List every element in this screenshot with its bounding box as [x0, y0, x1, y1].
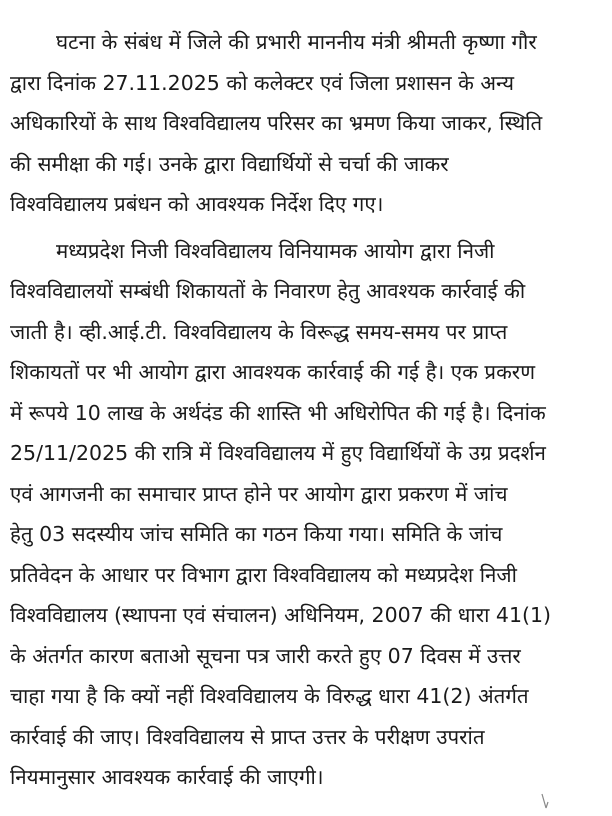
text-line: घटना के संबंध में जिले की प्रभारी माननीय मंत्री श्रीमती कृष्णा गौर: [56, 30, 537, 54]
text-line: नियमानुसार आवश्यक कार्रवाई की जाएगी।: [10, 765, 324, 789]
text-line: विश्वविद्यालयों सम्बंधी शिकायतों के निवारण हेतु आवश्यक कार्रवाई की: [10, 279, 526, 303]
paragraph-regulatory-commission: [10, 231, 602, 798]
text-line: हेतु 03 सदस्यीय जांच समिति का गठन किया गया। समिति के जांच: [10, 522, 503, 546]
text-line: विश्वविद्यालय (स्थापना एवं संचालन) अधिनियम, 2007 की धारा 41(1): [10, 603, 552, 627]
text-line: की समीक्षा की गई। उनके द्वारा विद्यार्थियों से चर्चा की जाकर: [10, 151, 449, 176]
text-line: मध्यप्रदेश निजी विश्वविद्यालय विनियामक आयोग द्वारा निजी: [56, 238, 495, 263]
text-line: में रूपये 10 लाख के अर्थदंड की शास्ति भी अधिरोपित की गई है। दिनांक: [10, 400, 546, 425]
text-line: कार्रवाई की जाए। विश्वविद्यालय से प्राप्त उत्तर के परीक्षण उपरांत: [10, 724, 485, 749]
text-line: 25/11/2025 की रात्रि में विश्वविद्यालय में हुए विद्यार्थियों के उग्र प्रदर्शन: [10, 441, 546, 465]
text-line: जाती है। व्ही.आई.टी. विश्वविद्यालय के विरूद्ध समय-समय पर प्राप्त: [10, 319, 508, 344]
text-line: शिकायतों पर भी आयोग द्वारा आवश्यक कार्रवाई की गई है। एक प्रकरण: [10, 360, 536, 384]
text-line: विश्वविद्यालय प्रबंधन को आवश्यक निर्देश दिए गए।: [10, 192, 384, 216]
text-line: प्रतिवेदन के आधार पर विभाग द्वारा विश्वविद्यालय को मध्यप्रदेश निजी: [10, 562, 517, 587]
text-line: एवं आगजनी का समाचार प्राप्त होने पर आयोग द्वारा प्रकरण में जांच: [10, 481, 508, 506]
text-line: चाहा गया है कि क्यों नहीं विश्वविद्यालय के विरुद्ध धारा 41(2) अंतर्गत: [10, 684, 529, 708]
paragraph-minister-visit: [10, 22, 602, 225]
text-line: के अंतर्गत कारण बताओ सूचना पत्र जारी करते हुए 07 दिवस में उत्तर: [10, 643, 521, 668]
text-line: द्वारा दिनांक 27.11.2025 को कलेक्टर एवं जिला प्रशासन के अन्य: [10, 70, 514, 95]
text-line: अधिकारियों के साथ विश्वविद्यालय परिसर का भ्रमण किया जाकर, स्थिति: [10, 111, 543, 135]
